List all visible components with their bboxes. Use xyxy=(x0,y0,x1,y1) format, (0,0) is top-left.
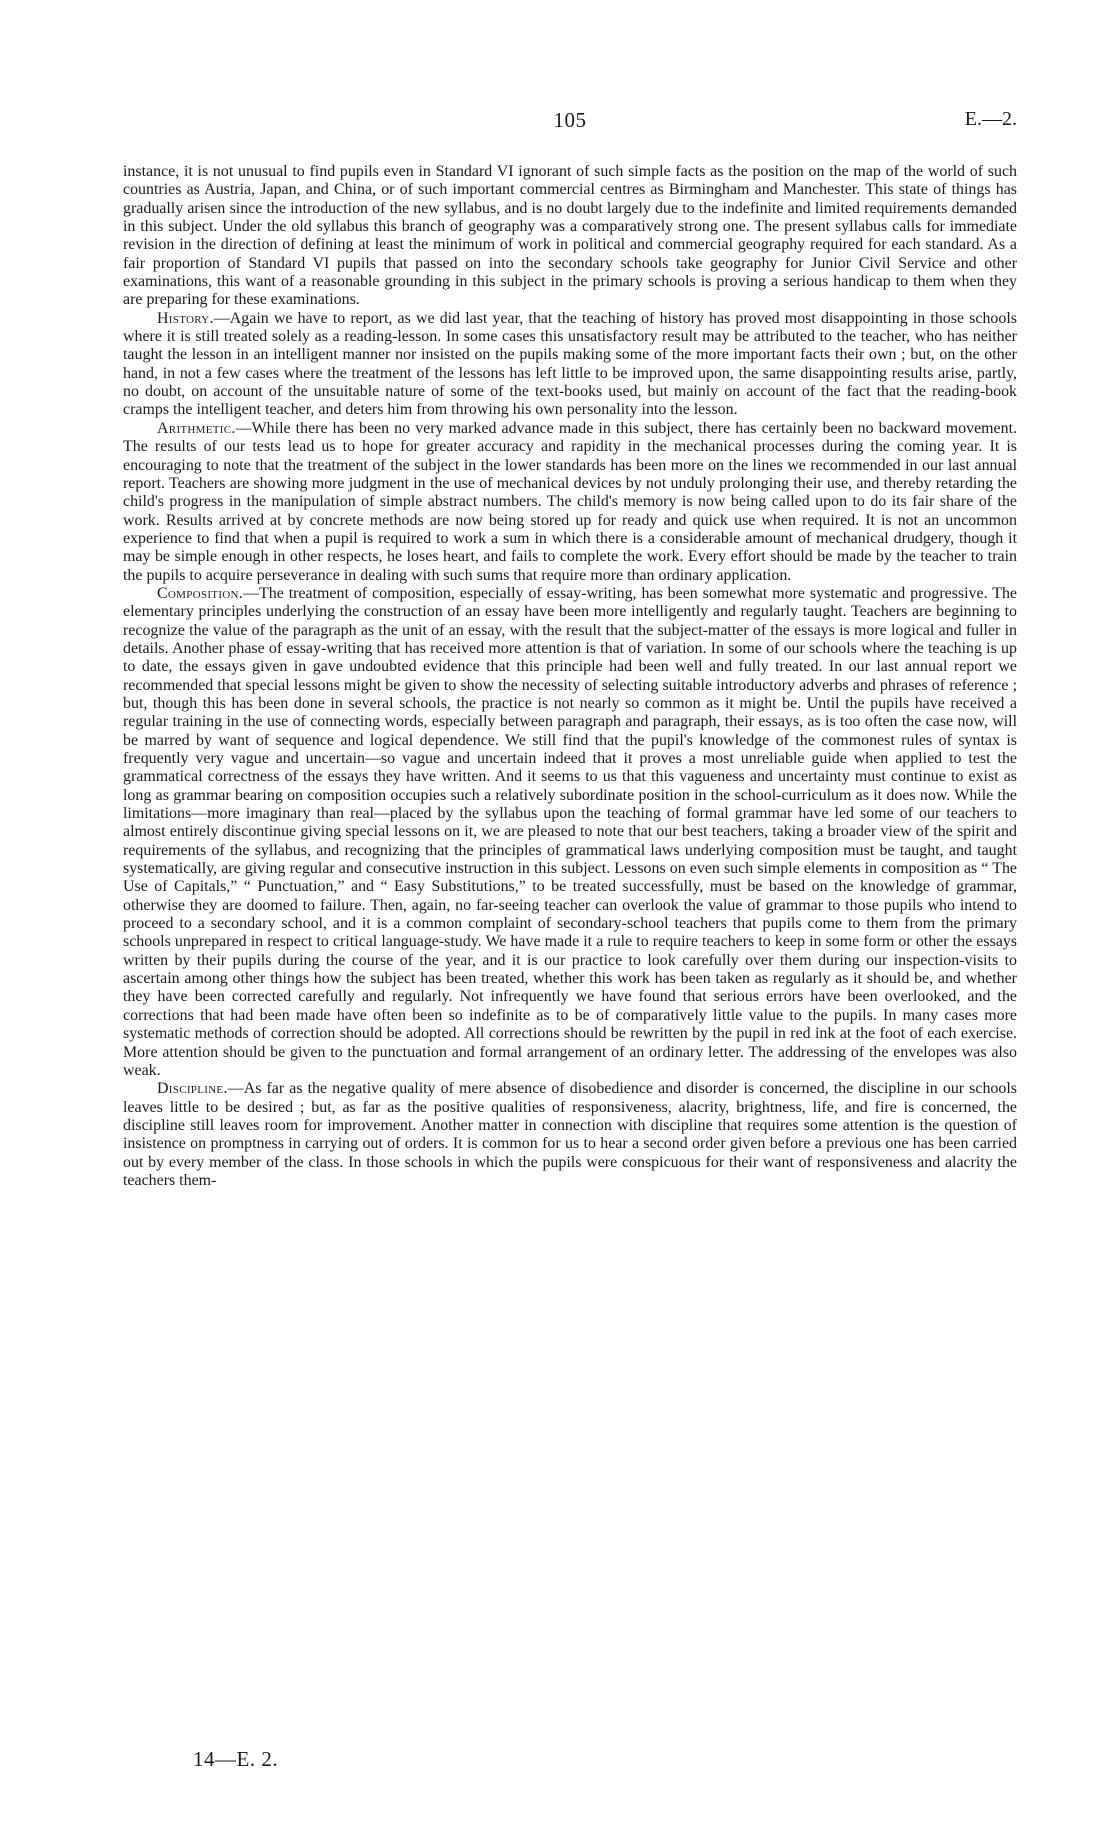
signature-mark: 14—E. 2. xyxy=(193,1747,279,1771)
page-header xyxy=(123,108,1017,138)
page-number: 105 xyxy=(553,108,587,132)
paragraph-text: —Again we have to report, as we did last year, that the teaching of history has proved most disappointing in those schools where it is still treated solely as a reading-lesson. In some cases this unsatisfactory result may be attributed to the teacher, who has neither taught the lesson in an intelligent manner nor insisted on the pupils making some of the more important facts their own ; but, on the other hand, in not a few cases where the treatment of the lessons has left little to be improved upon, the same disappointing results arise, partly, no doubt, on account of the unsuitable nature of some of the text-books used, but mainly on account of the fact that the reading-book cramps the intelligent teacher, and deters him from throwing his own personality into the lesson. xyxy=(123,309,1017,419)
section-heading-arithmetic: Arithmetic. xyxy=(157,419,236,437)
section-heading-composition: Composition. xyxy=(157,584,244,602)
paragraph-text: —As far as the negative quality of mere absence of disobedience and disorder is concerned, the discipline in our schools leaves little to be desired ; but, as far as the positive qualities of responsiveness, alacrity, brightness, life, and fire is concerned, the discipline still leaves room for improvement. Another matter in connection with discipline that requires some attention is the question of insistence on promptness in carrying out of orders. It is common for us to hear a second order given before a previous one has been carried out by every member of the class. In those schools in which the pupils were conspicuous for their want of responsiveness and alacrity the teachers them- xyxy=(123,1080,1017,1189)
paragraph-discipline xyxy=(123,1080,1017,1190)
paragraph-text: —The treatment of composition, especially of essay-writing, has been somewhat more systematic and progressive. The elementary principles underlying the construction of an essay have been more intelligently and regularly taught. Teachers are beginning to recognize the value of the paragraph as the unit of an essay, with the result that the subject-matter of the essays is more logical and fuller in details. Another phase of essay-writing that has received more attention is that of variation. In some of our schools where the teaching is up to date, the essays given in gave undoubted evidence that this principle had been well and fully treated. In our last annual report we recommended that special lessons might be given to show the necessity of selecting suitable introductory adverbs and phrases of reference ; but, though this has been done in several schools, the practice is not nearly so common as it might be. Until the pupils have received a regular training in the use of connecting words, especially between paragraph and paragraph, their essays, as is too often the case now, will be marred by want of sequence and logical dependence. We still find that the pupil's knowledge of the commonest rules of syntax is frequently very vague and uncertain—so vague and uncertain indeed that it proves a most unreliable guide when applied to test the grammatical correctness of the essays they have written. And it seems to us that this vagueness and uncertainty must continue to exist as long as grammar bearing on composition occupies such a relatively subordinate position in the school-curriculum as it does now. While the limitations—more imaginary than real—placed by the syllabus upon the teaching of formal grammar have led some of our teachers to almost entirely discontinue giving special lessons on it, we are pleased to note that our best teachers, taking a broader view of the spirit and requirements of the syllabus, and recognizing that the principles of grammatical laws underlying composition must be taught, and taught systematically, are giving regular and consecutive instruction in this subject. Lessons on even such simple elements in composition as “ The Use of Capitals,” “ Punctuation,” and “ Easy Substitutions,” to be treated successfully, must be based on the knowledge of grammar, otherwise they are doomed to failure. Then, again, no far-seeing teacher can overlook the value of grammar to those pupils who intend to proceed to a secondary school, and it is a common complaint of secondary-school teachers that pupils come to them from the primary schools unprepared in respect to critical language-study. We have made it a rule to require teachers to keep in some form or other the essays written by their pupils during the course of the year, and it is our practice to look carefully over them during our inspection-visits to ascertain among other things how the subject has been treated, whether this work has been taken as regularly as it should be, and whether they have been corrected carefully and regularly. Not infrequently we have found that serious errors have been overlooked, and the corrections that had been made have often been so indefinite as to be of comparatively little value to the pupils. In many cases more systematic methods of correction should be adopted. All corrections should be rewritten by the pupil in red ink at the foot of each exercise. More attention should be given to the punctuation and formal arrangement of an ordinary letter. The addressing of the envelopes was also weak. xyxy=(123,584,1017,1079)
report-body xyxy=(123,163,1017,1190)
section-heading-discipline: Discipline. xyxy=(157,1080,228,1098)
paragraph-composition xyxy=(123,585,1017,1080)
section-heading-history: History. xyxy=(157,309,214,327)
paragraph-text: —While there has been no very marked advance made in this subject, there has certainly been no backward movement. The results of our tests lead us to hope for greater accuracy and rapidity in the mechanical processes during the coming year. It is encouraging to note that the treatment of the subject in the lower standards has been more on the lines we recommended in our last annual report. Teachers are showing more judgment in the use of mechanical devices by not unduly prolonging their use, and thereby retarding the child's progress in the manipulation of simple abstract numbers. The child's memory is now being called upon to do its fair share of the work. Results arrived at by concrete methods are now being stored up for ready and quick use when required. It is not an uncommon experience to find that when a pupil is required to work a sum in which there is a considerable amount of mechanical drudgery, though it may be simple enough in other respects, he loses heart, and fails to complete the work. Every effort should be made by the teacher to train the pupils to acquire perseverance in dealing with such sums that require more than ordinary application. xyxy=(123,419,1017,584)
paragraph-text: instance, it is not unusual to find pupils even in Standard VI ignorant of such simple facts as the position on the map of the world of such countries as Austria, Japan, and China, or of such important commercial centres as Birmingham and Manchester. This state of things has gradually arisen since the introduction of the new syllabus, and is no doubt largely due to the indefinite and limited requirements demanded in this subject. Under the old syllabus this branch of geography was a comparatively strong one. The present syllabus calls for immediate revision in the direction of defining at least the minimum of work in political and commercial geography required for each standard. As a fair proportion of Standard VI pupils that passed on into the secondary schools take geography for Junior Civil Service and other examinations, this want of a reasonable grounding in this subject in the primary schools is proving a serious handicap to them when they are preparing for these examinations. xyxy=(123,163,1017,309)
paragraph-geography xyxy=(123,163,1017,310)
paragraph-arithmetic xyxy=(123,420,1017,585)
paragraph-history xyxy=(123,310,1017,420)
document-reference: E.—2. xyxy=(964,108,1017,130)
